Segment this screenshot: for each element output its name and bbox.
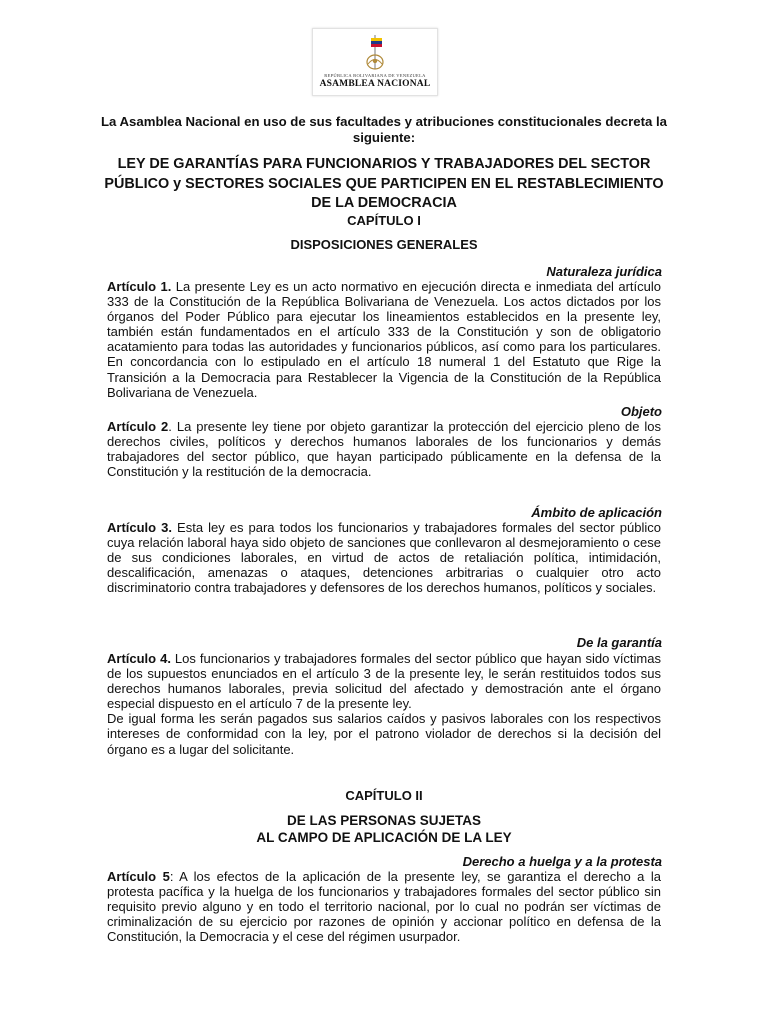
article5-label: Artículo 5: [107, 869, 170, 884]
article5-heading: Derecho a huelga y a la protesta: [462, 854, 662, 869]
article4-text: Los funcionarios y trabajadores formales del sector público que hayan sido víctimas de los supuestos enunciados en el artículo 3 de la presente ley, le serán restituidos todos sus derechos humanos laborales, previa solicitud del afectado y demostración ante el órgano especial dispuesto en el artículo 7 de la presente ley.: [107, 651, 661, 712]
article4-text2: De igual forma les serán pagados sus salarios caídos y pasivos laborales con los respectivos intereses de conformidad con la ley, por el patrono violador de derechos si la decisión del órgano es a lugar del solicitante.: [107, 711, 661, 757]
article4: [107, 651, 661, 757]
article2: [107, 419, 661, 479]
article5-text: : A los efectos de la aplicación de la presente ley, se garantiza el derecho a la protesta pacífica y la huelga de los funcionarios y trabajadores formales del sector público sin requisito previo alguno y en todo el territorio nacional, por lo cual no podrán ser víctimas de criminalización de su ejercicio por razones de opinión y accionar político en defensa de la Constitución, la Democracia y el cese del régimen usurpador.: [107, 869, 661, 945]
article3-text: Esta ley es para todos los funcionarios y trabajadores formales del sector público cuya relación laboral haya sido objeto de sanciones que conllevaron al desmejoramiento o cese de sus condiciones laborales, en virtud de actos de retaliación política, intimidación, descalificación, amenazas o ataques, detenciones arbitrarias o cualquier otro acto discriminatorio contra trabajadores y defensores de los derechos humanos, políticos y sociales.: [107, 520, 661, 596]
intro-text: La Asamblea Nacional en uso de sus facultades y atribuciones constitucionales decreta la siguiente:: [100, 114, 668, 145]
article1-label: Artículo 1.: [107, 279, 172, 294]
flag-emblem-icon: [313, 29, 437, 75]
law-title: LEY DE GARANTÍAS PARA FUNCIONARIOS Y TRABAJADORES DEL SECTOR PÚBLICO y SECTORES SOCIALES QUE PARTICIPEN EN EL RESTABLECIMIENTO DE LA DEMOCRACIA: [104, 156, 664, 211]
article3-heading: Ámbito de aplicación: [531, 505, 662, 520]
article1-heading: Naturaleza jurídica: [546, 264, 662, 279]
article3-label: Artículo 3.: [107, 520, 172, 535]
chapter1-label: CAPÍTULO I: [347, 213, 421, 228]
chapter2-label: CAPÍTULO II: [345, 788, 423, 803]
article5: [107, 869, 661, 944]
article2-text: . La presente ley tiene por objeto garantizar la protección del ejercicio pleno de los derechos civiles, políticos y derechos humanos laborales de los funcionarios y demás trabajadores del sector público, que hayan participado públicamente en la defensa de la Constitución y la restitución de la democracia.: [107, 419, 661, 480]
logo-name: ASAMBLEA NACIONAL: [319, 79, 431, 89]
chapter2-title-line2: AL CAMPO DE APLICACIÓN DE LA LEY: [256, 830, 512, 845]
chapter1-title: DISPOSICIONES GENERALES: [290, 237, 478, 252]
article1-text: La presente Ley es un acto normativo en ejecución directa e inmediata del artículo 333 de la Constitución de la República Bolivariana de Venezuela. Los actos dictados por los órganos del Poder Público para ejecutar los lineamientos establecidos en la presente ley, también están fundamentados en el artículo 333 de la Constitución y son de obligatorio acatamiento para todas las autoridades y funcionarios públicos, así como para los particulares. En concordancia con lo estipulado en el artículo 18 numeral 1 del Estatuto que Rige la Transición a la Democracia para Restablecer la Vigencia de la Constitución de la República Bolivariana de Venezuela.: [107, 279, 661, 400]
article2-label: Artículo 2: [107, 419, 169, 434]
article4-heading: De la garantía: [576, 635, 662, 650]
article3: [107, 520, 661, 595]
asamblea-logo: [312, 28, 438, 96]
chapter2-title: [100, 812, 668, 846]
article1: [107, 279, 661, 400]
chapter2-title-line1: DE LAS PERSONAS SUJETAS: [286, 813, 482, 828]
logo-tagline: REPÚBLICA BOLIVARIANA DE VENEZUELA: [324, 73, 426, 78]
article2-heading: Objeto: [620, 404, 662, 419]
article4-label: Artículo 4.: [107, 651, 171, 666]
